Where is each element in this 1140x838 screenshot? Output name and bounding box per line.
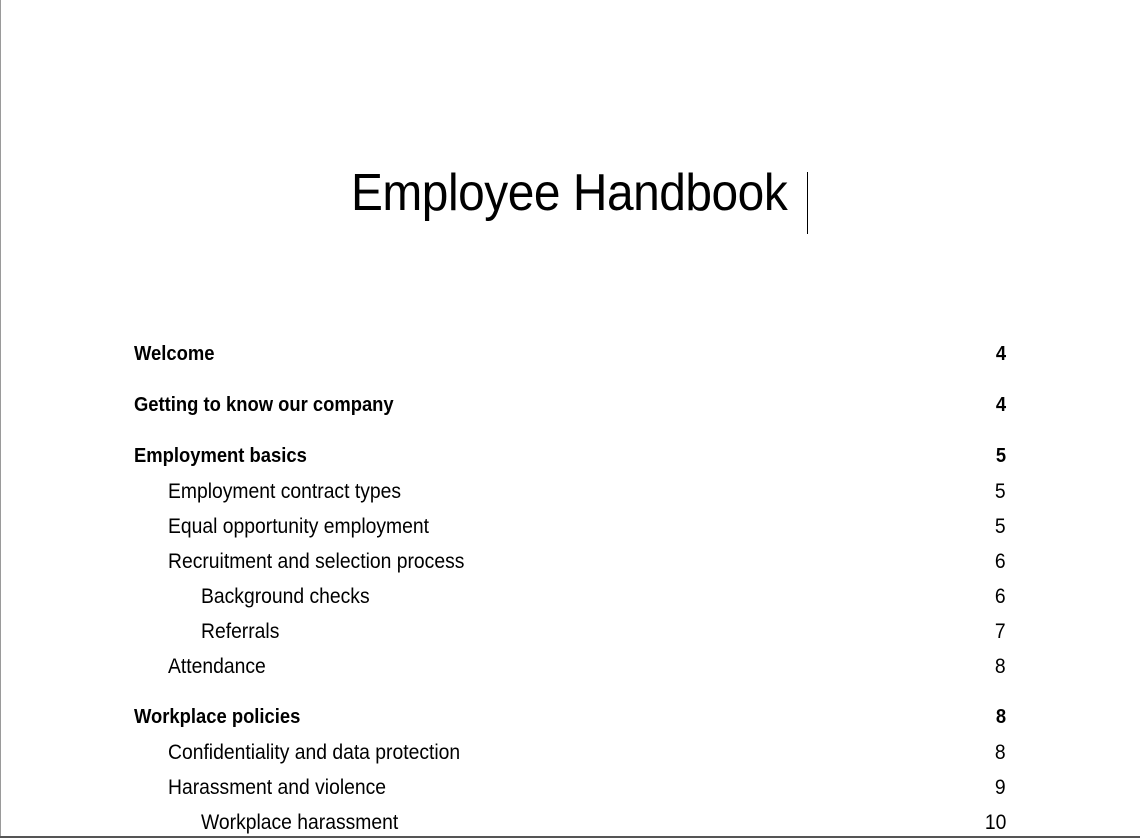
title-block[interactable] [0, 160, 1140, 234]
toc-entry-label: Equal opportunity employment [168, 515, 429, 538]
toc-entry-page-number: 8 [995, 741, 1006, 764]
text-cursor [807, 172, 808, 234]
toc-entry-label: Getting to know our company [134, 394, 394, 416]
table-of-contents [134, 337, 1006, 838]
toc-entry-label: Workplace harassment [201, 811, 399, 834]
toc-entry-label: Employment basics [134, 445, 307, 467]
toc-entry-label: Confidentiality and data protection [168, 741, 461, 764]
toc-entry-label: Employment contract types [168, 480, 402, 503]
toc-entry[interactable] [134, 700, 1006, 735]
toc-entry[interactable] [134, 770, 1006, 805]
toc-entry[interactable] [134, 579, 1006, 614]
toc-entry[interactable] [134, 649, 1006, 684]
toc-entry-page-number: 5 [995, 480, 1006, 503]
toc-entry[interactable] [134, 544, 1006, 579]
toc-entry-page-number: 4 [995, 394, 1006, 416]
toc-entry[interactable] [134, 509, 1006, 544]
toc-entry-label: Recruitment and selection process [168, 550, 465, 573]
document-title[interactable]: Employee Handbook [350, 164, 788, 222]
page-left-edge [0, 0, 1, 838]
toc-entry-page-number: 10 [984, 811, 1006, 834]
toc-entry-label: Referrals [201, 620, 280, 643]
toc-entry[interactable] [134, 474, 1006, 509]
toc-entry-page-number: 9 [995, 776, 1006, 799]
toc-entry-page-number: 8 [995, 706, 1006, 728]
toc-entry-label: Attendance [168, 655, 266, 678]
toc-entry-label: Workplace policies [134, 706, 301, 728]
toc-entry-page-number: 7 [995, 620, 1006, 643]
toc-entry-page-number: 5 [995, 445, 1006, 467]
toc-entry[interactable] [134, 388, 1006, 423]
toc-entry[interactable] [134, 439, 1006, 474]
toc-entry-label: Harassment and violence [168, 776, 387, 799]
toc-entry-page-number: 8 [995, 655, 1006, 678]
toc-entry-page-number: 5 [995, 515, 1006, 538]
toc-entry[interactable] [134, 735, 1006, 770]
toc-entry-page-number: 6 [995, 550, 1006, 573]
toc-entry-label: Welcome [134, 343, 215, 365]
toc-entry-label: Background checks [201, 585, 370, 608]
toc-entry-page-number: 4 [995, 343, 1006, 365]
toc-entry[interactable] [134, 614, 1006, 649]
toc-entry-page-number: 6 [995, 585, 1006, 608]
toc-entry[interactable] [134, 337, 1006, 372]
toc-entry[interactable] [134, 805, 1006, 838]
